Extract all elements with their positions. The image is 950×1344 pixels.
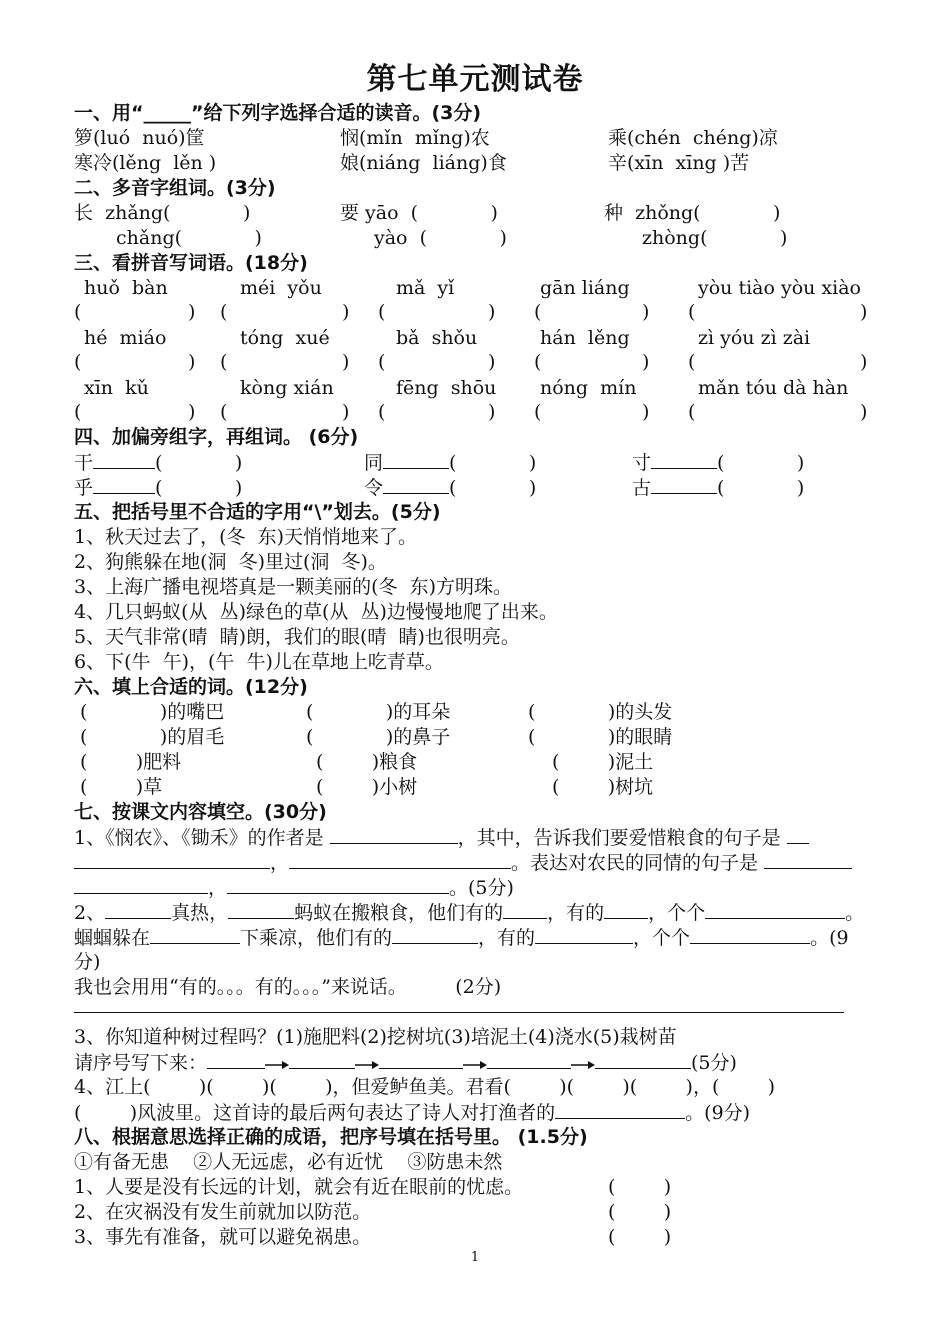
pinyin-prompt: fēng shōu	[396, 377, 497, 399]
section-6-heading: 六、填上合适的词。(12分)	[74, 676, 308, 698]
q2-text: 。(9	[810, 927, 849, 949]
s8-item-1: 1、人要是没有长远的计划，就会有近在眼前的忧虑。	[74, 1176, 524, 1198]
answer-bracket-open[interactable]: (	[74, 351, 82, 373]
s4-bracket: ( )	[155, 477, 243, 499]
q2-text: 我也会用用“有的。。。有的。。。”来说话。	[74, 976, 407, 998]
answer-bracket-close: )	[342, 301, 350, 323]
q2-text: 蝈蝈躲在	[74, 927, 151, 949]
arrow-right-icon	[463, 1053, 487, 1075]
blank-line[interactable]	[105, 901, 171, 919]
s2-item-3: 种 zhǒng( )	[604, 202, 781, 224]
s1-item-3: 乘(chén chéng)凉	[608, 127, 778, 149]
answer-bracket-close: )	[488, 351, 496, 373]
answer-bracket-open[interactable]: (	[534, 401, 542, 423]
blank-line[interactable]	[74, 851, 270, 869]
s8-options: ①有备无患 ②人无远虑，必有近忧 ③防患未然	[74, 1151, 503, 1173]
answer-bracket-open[interactable]: (	[220, 351, 228, 373]
s4-item-4	[74, 476, 242, 499]
blank-line[interactable]	[289, 1051, 355, 1069]
answer-bracket-open[interactable]: (	[688, 351, 696, 373]
answer-bracket-close: )	[342, 401, 350, 423]
blank-line[interactable]	[379, 1051, 463, 1069]
q1-text: 。表达对农民的同情的句子是	[511, 852, 759, 874]
q2-text: ，有的	[547, 902, 605, 924]
blank-line[interactable]	[228, 901, 294, 919]
pinyin-prompt: nóng mín	[540, 377, 637, 399]
q4-text: ( )风波里。这首诗的最后两句表达了诗人对打渔者的	[74, 1102, 556, 1124]
s4-char: 古	[632, 477, 652, 499]
blank-line[interactable]	[227, 876, 449, 894]
answer-bracket-close: )	[488, 301, 496, 323]
answer-bracket-close: )	[188, 401, 196, 423]
page-title: 第七单元测试卷	[366, 62, 584, 97]
s4-char: 寸	[632, 452, 652, 474]
q2-text: 蚂蚁在搬粮食，他们有的	[294, 902, 504, 924]
s4-item-3	[632, 451, 804, 474]
s6-item: ( )的鼻子	[306, 726, 451, 748]
answer-bracket-open[interactable]: (	[74, 301, 82, 323]
answer-line[interactable]	[74, 1012, 844, 1013]
s6-item: ( )泥土	[552, 751, 654, 773]
s5-line-1: 1、秋天过去了，(冬 东)天悄悄地来了。	[74, 526, 417, 548]
q2-text: (2分)	[455, 976, 502, 998]
section-8-heading: 八、根据意思选择正确的成语，把序号填在括号里。 (1.5分)	[74, 1126, 588, 1148]
pinyin-prompt: hán lěng	[540, 327, 630, 349]
s4-item-6	[632, 476, 804, 499]
s7-q3-line2	[74, 1051, 737, 1075]
s8-item-3: 3、事先有准备，就可以避免祸患。	[74, 1226, 372, 1248]
answer-bracket-open[interactable]: (	[378, 301, 386, 323]
answer-bracket[interactable]: ( )	[608, 1226, 672, 1248]
s1-item-2: 悯(mǐn mǐng)农	[340, 127, 490, 149]
s7-q2-line1	[74, 901, 864, 924]
pinyin-prompt: zì yóu zì zài	[698, 327, 811, 349]
s5-line-4: 4、几只蚂蚁(从 丛)绿色的草(从 丛)边慢慢地爬了出来。	[74, 601, 558, 623]
blank-line[interactable]	[535, 926, 633, 944]
s1-item-5: 娘(niáng liáng)食	[340, 152, 507, 174]
s2-item-4: chǎng( )	[116, 227, 262, 249]
answer-bracket-open[interactable]: (	[688, 401, 696, 423]
blank-line[interactable]	[93, 451, 155, 469]
pinyin-prompt: kòng xián	[240, 377, 334, 399]
s4-bracket: ( )	[449, 477, 537, 499]
s4-bracket: ( )	[155, 452, 243, 474]
section-7-heading: 七、按课文内容填空。(30分)	[74, 801, 327, 823]
arrow-right-icon	[355, 1053, 379, 1075]
page-number: 1	[470, 1250, 480, 1265]
s6-item: ( )小树	[316, 776, 418, 798]
s2-item-1: 长 zhǎng( )	[74, 202, 251, 224]
s6-item: ( )粮食	[316, 751, 418, 773]
pinyin-prompt: mǎ yǐ	[396, 277, 455, 299]
s2-item-6: zhòng( )	[642, 227, 788, 249]
blank-line[interactable]	[503, 901, 547, 919]
pinyin-prompt: huǒ bàn	[84, 277, 168, 299]
s2-item-5: yào ( )	[374, 227, 507, 249]
s7-q2-line4	[74, 976, 501, 998]
pinyin-prompt: bǎ shǒu	[396, 327, 478, 349]
blank-line[interactable]	[207, 1051, 265, 1069]
pinyin-prompt: mǎn tóu dà hàn	[698, 377, 849, 399]
s4-item-1	[74, 451, 242, 474]
s4-char: 令	[364, 477, 384, 499]
s7-q1-line1	[74, 826, 809, 849]
s1-item-1: 箩(luó nuó)筐	[74, 127, 205, 149]
blank-line[interactable]	[74, 876, 208, 894]
answer-bracket-open[interactable]: (	[378, 351, 386, 373]
answer-bracket-close: )	[642, 401, 650, 423]
q1-text: 。(5分)	[449, 877, 514, 899]
answer-bracket[interactable]: ( )	[608, 1176, 672, 1198]
s4-bracket: ( )	[717, 477, 805, 499]
answer-bracket-close: )	[642, 301, 650, 323]
s6-item: ( )的嘴巴	[80, 701, 225, 723]
s6-item: ( )树坑	[552, 776, 654, 798]
s4-bracket: ( )	[449, 452, 537, 474]
blank-line[interactable]	[383, 476, 449, 494]
q1-text: ，	[270, 852, 290, 874]
s6-item: ( )的耳朵	[306, 701, 451, 723]
section-2-heading: 二、多音字组词。(3分)	[74, 177, 276, 199]
pinyin-prompt: yòu tiào yòu xiào	[698, 277, 861, 299]
s6-item: ( )肥料	[80, 751, 182, 773]
q2-text: ，个个	[633, 927, 691, 949]
pinyin-prompt: xīn kǔ	[84, 377, 149, 399]
s8-item-2: 2、在灾祸没有发生前就加以防范。	[74, 1201, 372, 1223]
s1-item-4: 寒冷(lěng lěn )	[74, 152, 217, 174]
blank-line[interactable]	[330, 826, 458, 844]
s5-line-6: 6、下(牛 午)，(午 牛)儿在草地上吃青草。	[74, 651, 444, 673]
answer-bracket-close: )	[188, 351, 196, 373]
blank-line[interactable]	[487, 1051, 571, 1069]
s7-q1-line3	[74, 876, 514, 899]
s7-q2-line2	[74, 926, 849, 949]
s2-item-2: 要 yāo ( )	[340, 202, 498, 224]
s6-item: ( )的眼睛	[528, 726, 673, 748]
s7-q1-line2	[74, 851, 852, 874]
blank-line[interactable]	[787, 826, 809, 844]
blank-line[interactable]	[555, 1101, 685, 1119]
q2-text: 2、	[74, 902, 106, 924]
answer-bracket[interactable]: ( )	[608, 1201, 672, 1223]
section-4-heading: 四、加偏旁组字，再组词。 (6分)	[74, 426, 359, 448]
section-3-heading: 三、看拼音写词语。(18分)	[74, 252, 308, 274]
q3-text: (5分)	[691, 1052, 737, 1074]
arrow-right-icon	[571, 1053, 595, 1075]
answer-bracket-close: )	[642, 351, 650, 373]
answer-bracket-close: )	[860, 401, 868, 423]
s4-char: 干	[74, 452, 94, 474]
section-1-heading: 一、用“_____”给下列字选择合适的读音。(3分)	[74, 102, 482, 124]
s7-q3-line1: 3、你知道种树过程吗？(1)施肥料(2)挖树坑(3)培泥土(4)浇水(5)栽树苗	[74, 1026, 677, 1048]
blank-line[interactable]	[289, 851, 511, 869]
pinyin-prompt: méi yǒu	[240, 277, 322, 299]
pinyin-prompt: hé miáo	[84, 327, 167, 349]
q1-text: ，其中，告诉我们要爱惜粮食的句子是	[457, 827, 781, 849]
blank-line[interactable]	[690, 926, 810, 944]
answer-bracket-close: )	[188, 301, 196, 323]
q1-text: ，	[208, 877, 228, 899]
q2-text: 下乘凉，他们有的	[240, 927, 393, 949]
blank-line[interactable]	[651, 451, 717, 469]
q3-text: 请序号写下来：	[74, 1052, 208, 1074]
answer-bracket-open[interactable]: (	[220, 401, 228, 423]
blank-line[interactable]	[604, 901, 648, 919]
section-5-heading: 五、把括号里不合适的字用“\”划去。(5分)	[74, 501, 441, 523]
q2-text: 。	[845, 902, 865, 924]
q2-text: 真热，	[171, 902, 229, 924]
blank-line[interactable]	[705, 901, 845, 919]
answer-bracket-open[interactable]: (	[534, 301, 542, 323]
answer-bracket-open[interactable]: (	[74, 401, 82, 423]
s7-q4-line2	[74, 1101, 750, 1124]
blank-line[interactable]	[383, 451, 449, 469]
s4-bracket: ( )	[717, 452, 805, 474]
s5-line-5: 5、天气非常(晴 睛)朗，我们的眼(晴 睛)也很明亮。	[74, 626, 520, 648]
answer-bracket-close: )	[342, 351, 350, 373]
answer-bracket-close: )	[860, 351, 868, 373]
pinyin-prompt: tóng xué	[240, 327, 330, 349]
blank-line[interactable]	[595, 1051, 691, 1069]
q4-text: 。(9分)	[685, 1102, 751, 1124]
answer-bracket-open[interactable]: (	[534, 351, 542, 373]
answer-bracket-close: )	[860, 301, 868, 323]
s4-char: 同	[364, 452, 384, 474]
s4-char: 乎	[74, 477, 94, 499]
s6-item: ( )的眉毛	[80, 726, 225, 748]
arrow-right-icon	[265, 1053, 289, 1075]
answer-bracket-open[interactable]: (	[220, 301, 228, 323]
s7-q4-line1: 4、江上( )( )( )，但爱鲈鱼美。君看( )( )( )，( )	[74, 1076, 776, 1098]
s6-item: ( )草	[80, 776, 163, 798]
blank-line[interactable]	[392, 926, 478, 944]
s5-line-2: 2、狗熊躲在地(洞 冬)里过(洞 冬)。	[74, 551, 387, 573]
pinyin-prompt: gān liáng	[540, 277, 630, 299]
q2-text: ，个个	[648, 902, 706, 924]
s5-line-3: 3、上海广播电视塔真是一颗美丽的(冬 东)方明珠。	[74, 576, 512, 598]
q1-text: 1、《悯农》、《锄禾》的作者是	[74, 827, 324, 849]
s4-item-2	[364, 451, 536, 474]
blank-line[interactable]	[764, 851, 852, 869]
blank-line[interactable]	[93, 476, 155, 494]
answer-bracket-open[interactable]: (	[378, 401, 386, 423]
s7-q2-line3: 分)	[74, 951, 101, 973]
s6-item: ( )的头发	[528, 701, 673, 723]
answer-bracket-open[interactable]: (	[688, 301, 696, 323]
s4-item-5	[364, 476, 536, 499]
q2-text: ，有的	[478, 927, 536, 949]
s1-item-6: 辛(xīn xīng )苦	[608, 152, 750, 174]
answer-bracket-close: )	[488, 401, 496, 423]
blank-line[interactable]	[651, 476, 717, 494]
blank-line[interactable]	[150, 926, 240, 944]
